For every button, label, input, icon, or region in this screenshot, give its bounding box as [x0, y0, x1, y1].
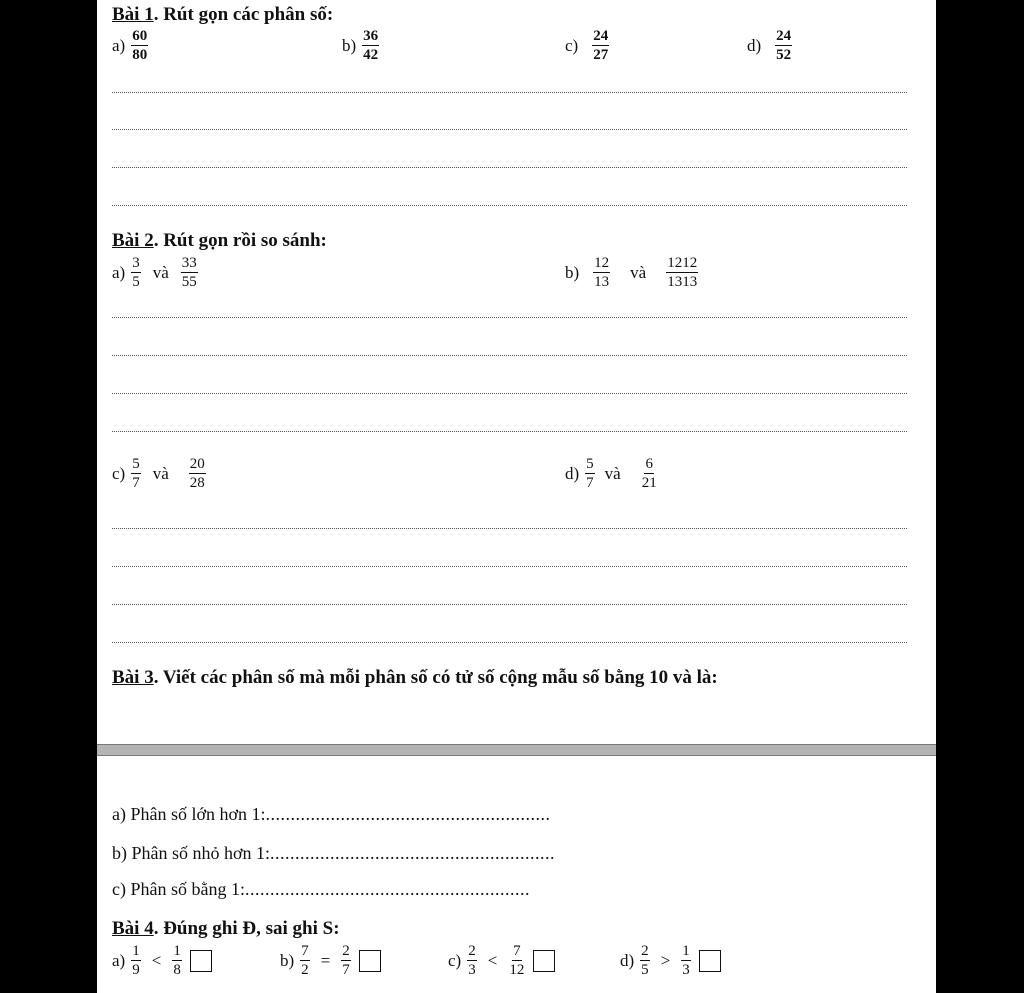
bai2-item-c: c) $\frac{5}{7}$ và $\frac{20}{28}$	[112, 456, 205, 491]
bai1-heading: Bài 1. Rút gọn các phân số:	[112, 4, 334, 25]
bai4-item-b: b) $\frac{7}{2}$ = $\frac{2}{7}$	[280, 943, 381, 978]
answer-line	[112, 528, 907, 529]
answer-line	[112, 393, 907, 394]
bai4-item-c: c) $\frac{2}{3}$ < $\frac{7}{12}$	[448, 943, 555, 978]
bai3-heading: Bài 3. Viết các phân số mà mỗi phân số có tử số cộng mẫu số bằng 10 và là:	[112, 667, 718, 688]
bai2-item-b: b) $\frac{12}{13}$ và $\frac{1212}{1313}$	[565, 255, 698, 290]
bai2-item-a: a) $\frac{3}{5}$ và $\frac{33}{55}$	[112, 255, 197, 290]
bai1-item-a: a) $\frac{60}{80}$	[112, 28, 148, 63]
bai2-heading: Bài 2. Rút gọn rồi so sánh:	[112, 230, 327, 251]
answer-line	[112, 642, 907, 643]
answer-line	[112, 205, 907, 206]
bai4-item-d: d) $\frac{2}{5}$ > $\frac{1}{3}$	[620, 943, 721, 978]
bai3-line-b: b) Phân số nhỏ hơn 1:.........................................................	[112, 843, 556, 863]
answer-line	[112, 566, 907, 567]
bai1-item-b: b) $\frac{36}{42}$	[342, 28, 379, 63]
bai3-line-a: a) Phân số lớn hơn 1:.........................................................	[112, 804, 551, 824]
answer-line	[112, 431, 907, 432]
answer-line	[112, 167, 907, 168]
page-separator	[97, 744, 936, 756]
bai3-line-c: c) Phân số bằng 1:.........................................................	[112, 879, 530, 899]
answer-line	[112, 317, 907, 318]
bai1-item-c: c) $\frac{24}{27}$	[565, 28, 609, 63]
answer-line	[112, 92, 907, 93]
bai4-heading: Bài 4. Đúng ghi Đ, sai ghi S:	[112, 918, 340, 939]
worksheet-page	[97, 0, 936, 993]
answer-box[interactable]	[533, 950, 555, 972]
answer-box[interactable]	[359, 950, 381, 972]
answer-line	[112, 355, 907, 356]
answer-line	[112, 129, 907, 130]
bai4-item-a: a) $\frac{1}{9}$ < $\frac{1}{8}$	[112, 943, 212, 978]
answer-box[interactable]	[699, 950, 721, 972]
answer-line	[112, 604, 907, 605]
bai1-item-d: d) $\frac{24}{52}$	[747, 28, 792, 63]
answer-box[interactable]	[190, 950, 212, 972]
bai2-item-d: d) $\frac{5}{7}$ và $\frac{6}{21}$	[565, 456, 657, 491]
